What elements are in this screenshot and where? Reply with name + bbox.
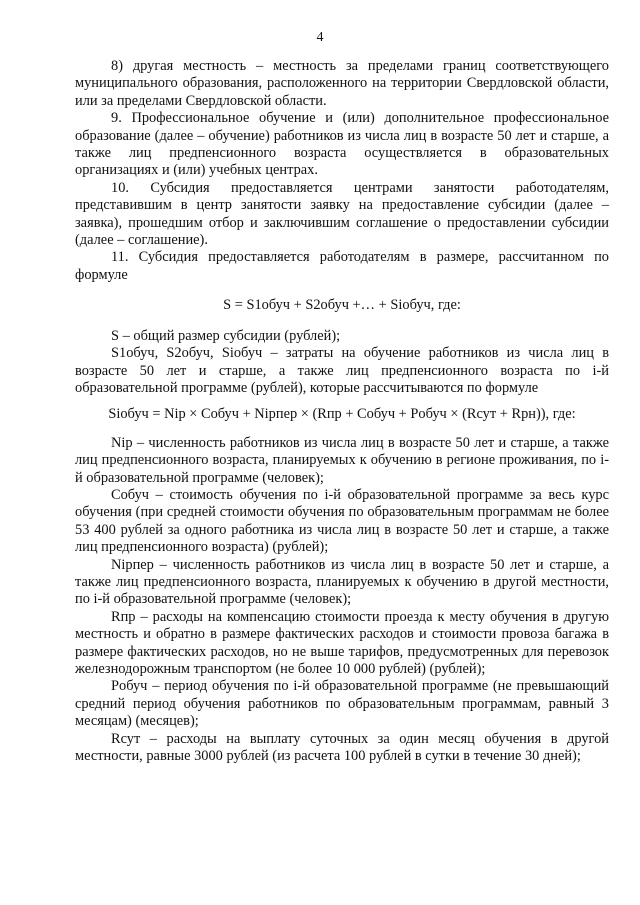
paragraph-item-10: 10. Субсидия предоставляется центрами занятости работодателям, представившим в центр занятости заявку на предоставление субсидии (далее – заявка), прошедшим отбор и заключившим соглашение о предоставлении субсидии (далее – соглашение). [75,179,609,249]
paragraph-item-11: 11. Субсидия предоставляется работодателям в размере, рассчитанном по формуле [75,249,609,283]
page-number: 4 [316,30,324,45]
definition-s: S – общий размер субсидии (рублей); [111,327,341,344]
formula-total-subsidy: S = S1обуч + S2обуч +… + Siобуч, где: [223,297,461,314]
definition-pobuch: Pобуч – период обучения по i-й образовательной программе (не превышающий средний период обучения работников по образовательным программам, равный 3 месяцам) (месяцев); [75,678,609,730]
paragraph-item-8: 8) другая местность – местность за пределами границ соответствующего муниципального образования, расположенного на территории Свердловской области, или за пределами Свердловской области. [75,58,609,109]
definition-rsut: Rсут – расходы на выплату суточных за один месяц обучения в другой местности, равные 3000 рублей (из расчета 100 рублей в сутки в течение 30 дней); [75,730,609,765]
definition-nipper: Nipпер – численность работников из числа лиц в возрасте 50 лет и старше, а также лиц предпенсионного возраста, планируемых к обучению в другой местности, по i-й образовательной программе (человек); [75,556,609,608]
definition-s-i: S1обуч, S2обуч, Siобуч – затраты на обучение работников из числа лиц в возрасте 50 лет и старше, а также лиц предпенсионного возраста по i-й образовательной программе (рублей), которые рассчитываются по формуле [75,345,609,396]
document-body [75,58,609,765]
definition-cobuch: Cобуч – стоимость обучения по i-й образовательной программе за весь курс обучения (при средней стоимости обучения по образовательным программам не более 53 400 рублей за одного работника из числа лиц в возрасте 50 лет и старше, а также лиц предпенсионного возраста) (рублей); [75,486,609,556]
formula-training-cost: Siобуч = Nip × Cобуч + Nipпер × (Rпр + Cобуч + Pобуч × (Rсут + Rрн)), где: [108,406,576,423]
paragraph-item-9: 9. Профессиональное обучение и (или) дополнительное профессиональное образование (далее – обучение) работников из числа лиц в возрасте 50 лет и старше, а также лиц предпенсионного возраста осуществляется в образовательных организациях и (или) учебных центрах. [75,110,609,179]
definition-nip: Nip – численность работников из числа лиц в возрасте 50 лет и старше, а также лиц предпенсионного возраста, планируемых к обучению в регионе проживания, по i-й образовательной программе (человек); [75,434,609,486]
definition-rpr: Rпр – расходы на компенсацию стоимости проезда к месту обучения в другую местность и обратно в размере фактических расходов и стоимости провоза багажа в размере фактических расходов, но не выше тарифов, предусмотренных для перевозок железнодорожным транспортом (не более 10 000 рублей) (рублей); [75,608,609,677]
